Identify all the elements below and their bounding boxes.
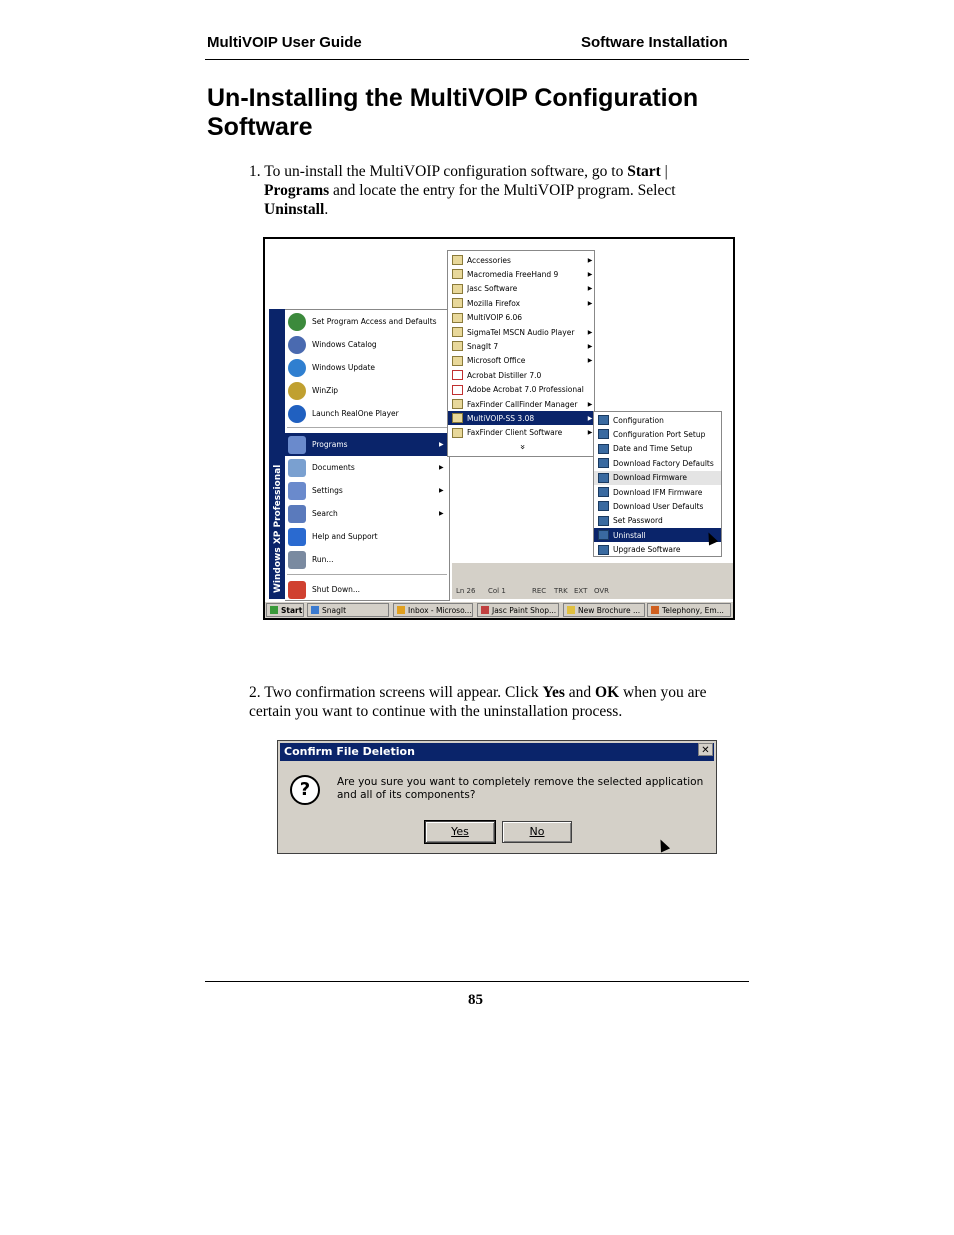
taskbar-button-label: SnagIt (322, 605, 347, 615)
programs-menu-expand-icon[interactable]: » (517, 444, 527, 450)
programs-menu-item[interactable] (448, 325, 594, 339)
question-icon: ? (290, 775, 320, 805)
dialog-message: Are you sure you want to completely remove the selected application and all of its components? (337, 776, 704, 801)
step-1-text-2: and locate the entry for the MultiVOIP program. Select (329, 182, 676, 199)
app-icon (311, 606, 319, 614)
chevron-right-icon: ▶ (587, 270, 593, 278)
xp-brand-text: Windows XP Professional (273, 464, 283, 593)
programs-menu-item-label: MultiVOIP-SS 3.08 (467, 413, 535, 423)
folder-icon (452, 399, 463, 409)
taskbar-button[interactable] (647, 603, 731, 617)
programs-menu-item-label: MultiVOIP 6.06 (467, 313, 523, 323)
step-1-sep: | (660, 163, 668, 180)
start-menu-item-label: WinZip (312, 386, 339, 395)
multivoip-icon (598, 415, 609, 425)
no-label: No (529, 825, 545, 838)
start-menu-screenshot (263, 237, 735, 620)
step-2-yes: Yes (542, 684, 565, 701)
menu-icon (288, 459, 306, 477)
multivoip-submenu-item-label: Set Password (613, 516, 663, 526)
folder-icon (452, 313, 463, 323)
menu-icon (288, 581, 306, 599)
taskbar-button-label: Telephony, Em... (662, 605, 724, 615)
programs-menu-item[interactable] (448, 311, 594, 325)
taskbar-button[interactable] (477, 603, 559, 617)
start-menu-item-label: Run... (312, 555, 334, 564)
start-menu-item[interactable] (285, 402, 449, 425)
programs-menu-item[interactable] (448, 354, 594, 368)
start-menu-item-label: Windows Update (312, 363, 376, 372)
multivoip-submenu-item[interactable] (594, 442, 721, 456)
app-icon (397, 606, 405, 614)
multivoip-submenu-item[interactable] (594, 528, 721, 542)
step-2-ok: OK (595, 684, 620, 701)
programs-menu-item[interactable] (448, 253, 594, 267)
programs-menu-item-label: Accessories (467, 255, 511, 265)
header-guide-title: MultiVOIP User Guide (207, 34, 362, 51)
folder-icon (452, 284, 463, 294)
start-menu-item-label: Settings (312, 486, 343, 495)
yes-button[interactable] (425, 821, 495, 843)
dialog-title: Confirm File Deletion (280, 743, 714, 761)
multivoip-submenu-item-label: Download Factory Defaults (613, 458, 714, 468)
taskbar-button[interactable] (563, 603, 645, 617)
step-1-text: To un-install the MultiVOIP configuration software, go to (264, 163, 628, 180)
chevron-right-icon: ▶ (439, 487, 444, 494)
taskbar-button-label: New Brochure ... (578, 605, 641, 615)
start-menu-item-label: Windows Catalog (312, 340, 377, 349)
chevron-right-icon: ▶ (587, 429, 593, 437)
multivoip-icon (598, 444, 609, 454)
header-section-title: Software Installation (581, 34, 728, 51)
programs-menu-item-label: SigmaTel MSCN Audio Player (467, 327, 575, 337)
multivoip-submenu-item[interactable] (594, 499, 721, 513)
start-menu-item[interactable] (285, 310, 449, 333)
folder-icon (452, 413, 463, 423)
start-menu-item-label: Search (312, 509, 338, 518)
start-button[interactable] (266, 603, 304, 617)
taskbar-button[interactable] (307, 603, 389, 617)
start-menu (285, 309, 450, 601)
step-1-programs: Programs (264, 182, 330, 199)
yes-label: Yes (451, 825, 469, 838)
multivoip-submenu (593, 411, 722, 557)
multivoip-submenu-item[interactable] (594, 427, 721, 441)
multivoip-icon (598, 516, 609, 526)
footer-rule (205, 981, 749, 982)
multivoip-submenu-item[interactable] (594, 543, 721, 557)
word-toolbar (452, 563, 733, 583)
page-number: 85 (468, 992, 483, 1008)
folder-icon (452, 269, 463, 279)
chevron-right-icon: ▶ (439, 464, 444, 471)
step-1-start: Start (627, 163, 661, 180)
taskbar-button[interactable] (393, 603, 473, 617)
multivoip-submenu-item-label: Configuration Port Setup (613, 429, 706, 439)
page-title: Un-Installing the MultiVOIP Configuration Software (207, 84, 699, 141)
step-2-and: and (564, 684, 596, 701)
programs-menu-item[interactable] (448, 282, 594, 296)
mouse-cursor-icon (656, 837, 670, 852)
start-menu-item[interactable] (285, 333, 449, 356)
step-2-text-2: when you are certain you want to continue with the uninstallation process. (249, 684, 707, 720)
status-trk: TRK (554, 587, 568, 595)
status-ln: Ln 26 (456, 587, 476, 595)
menu-icon (288, 551, 306, 569)
no-button[interactable] (502, 821, 572, 843)
multivoip-icon (598, 458, 609, 468)
menu-icon (288, 505, 306, 523)
multivoip-submenu-item-label: Uninstall (613, 530, 646, 540)
taskbar-button-label: Jasc Paint Shop... (492, 605, 557, 615)
programs-menu-item[interactable] (448, 339, 594, 353)
confirm-file-deletion-dialog (277, 740, 717, 854)
menu-separator (287, 574, 447, 575)
programs-menu (447, 250, 595, 457)
programs-menu-item-label: Adobe Acrobat 7.0 Professional (467, 385, 584, 395)
menu-icon (288, 436, 306, 454)
menu-separator (287, 427, 447, 428)
word-statusbar (452, 583, 733, 599)
multivoip-submenu-item[interactable] (594, 413, 721, 427)
step-1-uninstall: Uninstall (264, 201, 325, 218)
menu-icon (288, 528, 306, 546)
chevron-right-icon: ▶ (587, 357, 593, 365)
multivoip-submenu-item-label: Download IFM Firmware (613, 487, 703, 497)
step-1-number: 1. (249, 163, 261, 180)
start-menu-item-documents[interactable] (285, 456, 449, 479)
start-menu-item-run[interactable] (285, 548, 449, 571)
multivoip-submenu-item[interactable] (594, 514, 721, 528)
app-icon (288, 359, 306, 377)
multivoip-submenu-item-label: Upgrade Software (613, 545, 681, 555)
programs-menu-item[interactable] (448, 267, 594, 281)
chevron-right-icon: ▶ (587, 299, 593, 307)
programs-menu-item-label: Jasc Software (467, 284, 518, 294)
menu-icon (288, 482, 306, 500)
step-2-text: Two confirmation screens will appear. Click (264, 684, 543, 701)
step-2 (249, 683, 739, 721)
start-menu-item-label: Shut Down... (312, 585, 360, 594)
app-icon (288, 405, 306, 423)
multivoip-submenu-item-label: Download User Defaults (613, 501, 704, 511)
multivoip-submenu-item-label: Download Firmware (613, 473, 688, 483)
status-rec: REC (532, 587, 547, 595)
multivoip-submenu-item-label: Date and Time Setup (613, 444, 693, 454)
chevron-right-icon: ▶ (587, 342, 593, 350)
start-menu-item-search[interactable] (285, 502, 449, 525)
start-menu-item-shut-down[interactable] (285, 578, 449, 601)
start-menu-item-label: Documents (312, 463, 355, 472)
status-col: Col 1 (488, 587, 506, 595)
start-menu-item-label: Set Program Access and Defaults (312, 317, 437, 326)
programs-menu-item-label: SnagIt 7 (467, 341, 499, 351)
multivoip-submenu-item[interactable] (594, 471, 721, 485)
folder-icon (452, 341, 463, 351)
start-menu-item-help-and-support[interactable] (285, 525, 449, 548)
chevron-right-icon: ▶ (439, 510, 444, 517)
folder-icon (452, 428, 463, 438)
acrobat-icon (452, 385, 463, 395)
step-1 (249, 162, 729, 219)
acrobat-icon (452, 370, 463, 380)
programs-menu-item-label: Mozilla Firefox (467, 298, 521, 308)
multivoip-icon (598, 530, 609, 540)
close-icon[interactable]: ✕ (698, 743, 713, 756)
multivoip-icon (598, 473, 609, 483)
programs-menu-item-label: Macromedia FreeHand 9 (467, 269, 559, 279)
taskbar (265, 601, 733, 618)
multivoip-submenu-item[interactable] (594, 485, 721, 499)
app-icon (288, 382, 306, 400)
programs-menu-item-label: FaxFinder Client Software (467, 428, 563, 438)
step-1-end: . (324, 201, 329, 218)
chevron-right-icon: ▶ (439, 441, 444, 448)
step-2-number: 2. (249, 684, 261, 701)
folder-icon (452, 356, 463, 366)
xp-brand-band (269, 309, 285, 599)
app-icon (481, 606, 489, 614)
folder-icon (452, 327, 463, 337)
programs-menu-item[interactable] (448, 296, 594, 310)
start-menu-item[interactable] (285, 356, 449, 379)
windows-logo-icon (270, 606, 278, 614)
app-icon (567, 606, 575, 614)
chevron-right-icon: ▶ (587, 400, 593, 408)
start-menu-item[interactable] (285, 379, 449, 402)
multivoip-icon (598, 429, 609, 439)
app-icon (288, 313, 306, 331)
start-menu-item-label: Programs (312, 440, 348, 449)
programs-menu-item-label: Acrobat Distiller 7.0 (467, 370, 542, 380)
status-ovr: OVR (594, 587, 610, 595)
folder-icon (452, 255, 463, 265)
folder-icon (452, 298, 463, 308)
app-icon (288, 336, 306, 354)
chevron-right-icon: ▶ (587, 285, 593, 293)
chevron-right-icon: ▶ (587, 328, 593, 336)
start-menu-item-programs[interactable] (285, 433, 449, 456)
multivoip-submenu-item-label: Configuration (613, 415, 664, 425)
start-menu-item-settings[interactable] (285, 479, 449, 502)
multivoip-submenu-item[interactable] (594, 456, 721, 470)
header-rule (205, 59, 749, 60)
start-menu-item-label: Help and Support (312, 532, 378, 541)
start-label: Start (281, 605, 303, 615)
multivoip-icon (598, 545, 609, 555)
start-menu-item-label: Launch RealOne Player (312, 409, 399, 418)
taskbar-button-label: Inbox - Microso... (408, 605, 472, 615)
multivoip-icon (598, 501, 609, 511)
multivoip-icon (598, 487, 609, 497)
chevron-right-icon: ▶ (587, 414, 593, 422)
app-icon (651, 606, 659, 614)
status-ext: EXT (574, 587, 588, 595)
chevron-right-icon: ▶ (587, 256, 593, 264)
programs-menu-item-label: Microsoft Office (467, 356, 526, 366)
programs-menu-item-label: FaxFinder CallFinder Manager (467, 399, 578, 409)
